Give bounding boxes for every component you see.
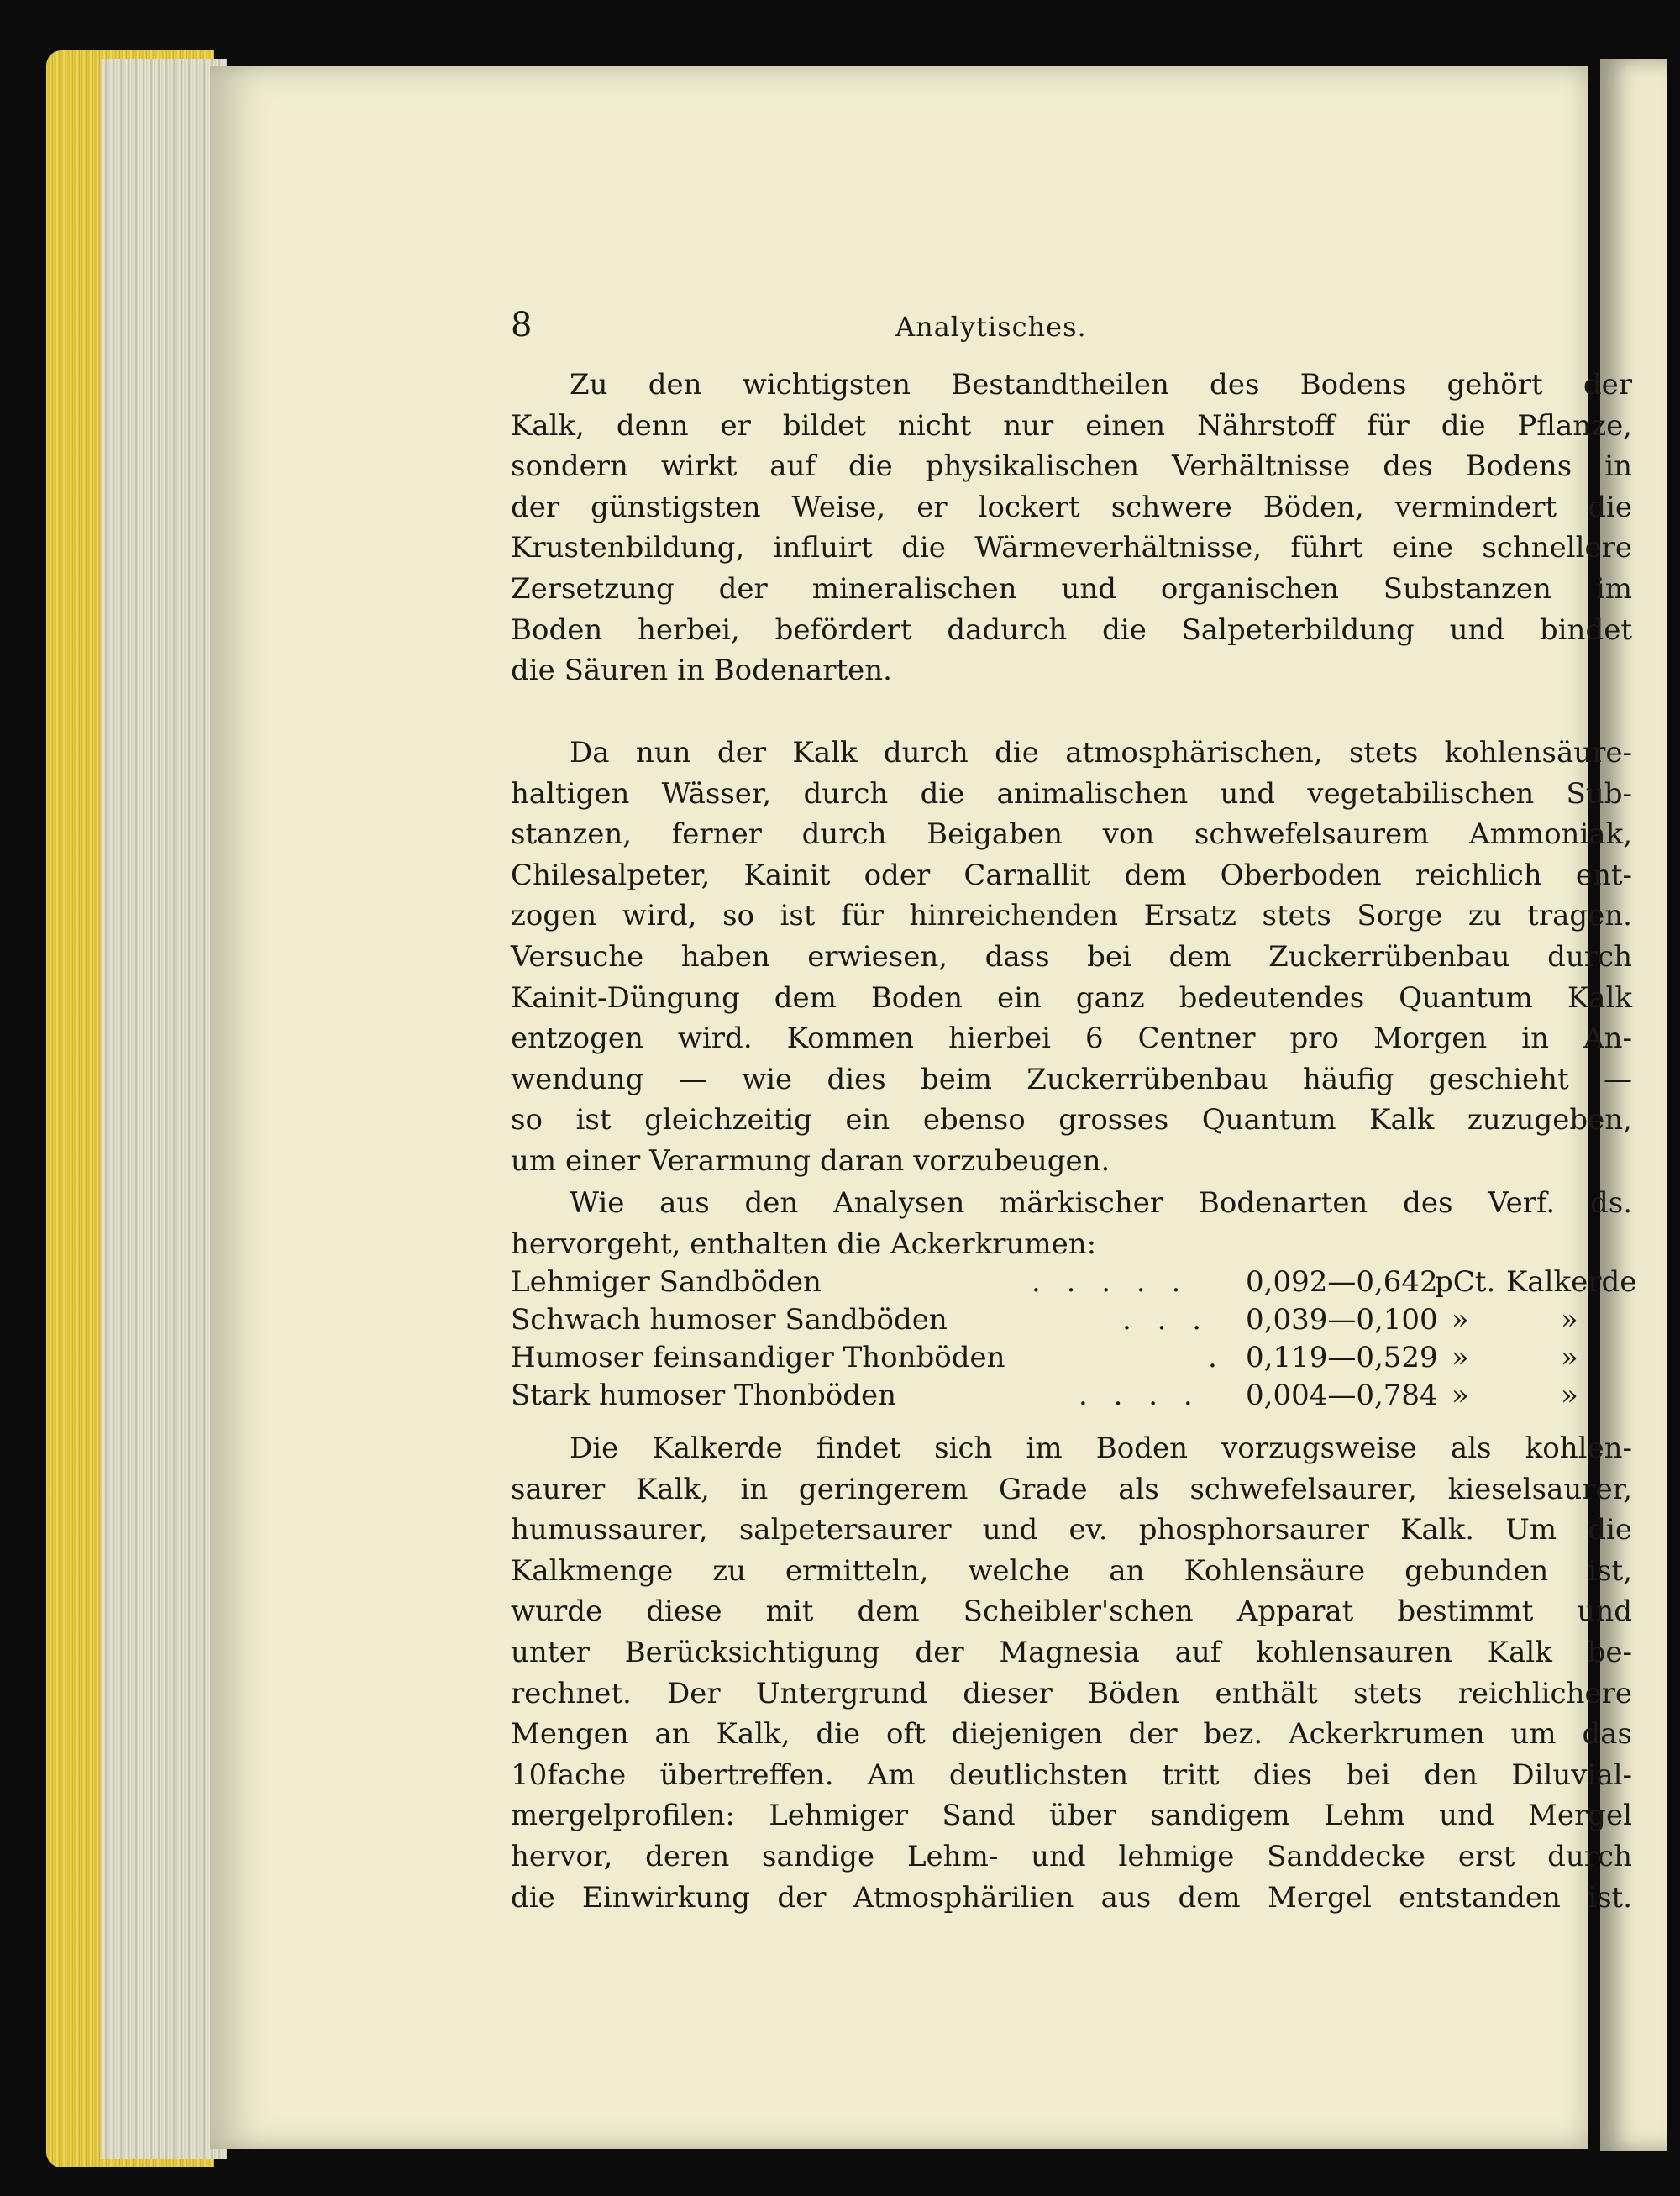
- soil-type: Humoser feinsandiger Thonböden: [511, 1341, 1005, 1374]
- text-line: Krustenbildung, influirt die Wärmeverhältnisse, führt eine schnellere: [511, 531, 1632, 565]
- book-page: [210, 66, 1637, 2149]
- paragraph-1: [511, 365, 1632, 691]
- substance: »: [1561, 1303, 1578, 1337]
- text-line: Chilesalpeter, Kainit oder Carnallit dem Oberboden reichlich ent-: [511, 858, 1632, 892]
- text-line: Da nun der Kalk durch die atmosphärischen, stets kohlensäure-: [570, 736, 1632, 770]
- leader-dots: . . . .: [1079, 1379, 1201, 1412]
- paragraph-3: [511, 1183, 1632, 1264]
- lime-range: 0,004—0,784: [1246, 1379, 1438, 1412]
- text-line: die Einwirkung der Atmosphärilien aus dem Mergel entstanden ist.: [511, 1880, 1632, 1915]
- running-head: Analytisches.: [895, 311, 1087, 343]
- lime-range: 0,119—0,529: [1246, 1341, 1438, 1374]
- unit: pCt.: [1435, 1265, 1496, 1299]
- table-row: [511, 1341, 1636, 1379]
- text-line: Kalk, denn er bildet nicht nur einen Nährstoff für die Pflanze,: [511, 408, 1632, 443]
- substance: »: [1561, 1379, 1578, 1412]
- text-line: Versuche haben erwiesen, dass bei dem Zuckerrübenbau durch: [511, 939, 1632, 974]
- lime-range: 0,092—0,642: [1246, 1265, 1438, 1299]
- text-line: hervorgeht, enthalten die Ackerkrumen:: [511, 1227, 1097, 1261]
- text-line: zogen wird, so ist für hinreichenden Ersatz stets Sorge zu tragen.: [511, 899, 1632, 933]
- text-line: haltigen Wässer, durch die animalischen und vegetabilischen Sub-: [511, 776, 1632, 811]
- text-line: Boden herbei, befördert dadurch die Salpeterbildung und bindet: [511, 612, 1632, 647]
- lime-content-table: [511, 1265, 1636, 1416]
- text-line: Wie aus den Analysen märkischer Bodenarten des Verf. ds.: [570, 1186, 1632, 1220]
- paragraph-4: [511, 1428, 1632, 1918]
- text-line: saurer Kalk, in geringerem Grade als schwefelsaurer, kieselsaurer,: [511, 1472, 1632, 1506]
- page-text-area: [210, 66, 1637, 2149]
- text-line: Die Kalkerde findet sich im Boden vorzugsweise als kohlen-: [570, 1432, 1632, 1465]
- unit: »: [1452, 1341, 1469, 1374]
- table-row: [511, 1303, 1636, 1341]
- text-line: stanzen, ferner durch Beigaben von schwefelsaurem Ammoniak,: [511, 817, 1632, 852]
- page-number: 8: [511, 306, 533, 344]
- text-line: Zu den wichtigsten Bestandtheilen des Bodens gehört der: [570, 368, 1632, 402]
- text-line: Kainit-Düngung dem Boden ein ganz bedeutendes Quantum Kalk: [511, 980, 1632, 1015]
- text-line: hervor, deren sandige Lehm- und lehmige Sanddecke erst durch: [511, 1839, 1632, 1873]
- text-line: wendung — wie dies beim Zuckerrübenbau häufig geschieht —: [511, 1062, 1632, 1096]
- text-line: mergelprofilen: Lehmiger Sand über sandigem Lehm und Mergel: [511, 1799, 1632, 1833]
- text-line: humussaurer, salpetersaurer und ev. phosphorsaurer Kalk. Um die: [511, 1513, 1632, 1547]
- text-line: um einer Verarmung daran vorzubeugen.: [511, 1143, 1110, 1178]
- page-edges-stack: [101, 59, 227, 2159]
- text-line: rechnet. Der Untergrund dieser Böden enthält stets reichlichere: [511, 1676, 1632, 1710]
- leader-dots: . . . . .: [1032, 1265, 1189, 1299]
- text-line: Zersetzung der mineralischen und organischen Substanzen im: [511, 571, 1632, 606]
- table-row: [511, 1379, 1636, 1416]
- text-line: 10fache übertreffen. Am deutlichsten tritt dies bei den Diluvial-: [511, 1757, 1632, 1792]
- text-line: Mengen an Kalk, die oft diejenigen der bez. Ackerkrumen um das: [511, 1717, 1632, 1752]
- text-line: so ist gleichzeitig ein ebenso grosses Quantum Kalk zuzugeben,: [511, 1103, 1632, 1137]
- page-header: [511, 306, 1267, 356]
- soil-type: Schwach humoser Sandböden: [511, 1303, 948, 1337]
- text-line: Kalkmenge zu ermitteln, welche an Kohlensäure gebunden ist,: [511, 1553, 1632, 1588]
- substance: Kalkerde: [1506, 1265, 1637, 1299]
- text-line: die Säuren in Bodenarten.: [511, 654, 892, 688]
- text-line: entzogen wird. Kommen hierbei 6 Centner pro Morgen in An-: [511, 1022, 1632, 1056]
- leader-dots: . . .: [1122, 1303, 1210, 1337]
- lime-range: 0,039—0,100: [1246, 1303, 1438, 1337]
- text-line: der günstigsten Weise, er lockert schwere Böden, vermindert die: [511, 490, 1632, 524]
- text-line: unter Berücksichtigung der Magnesia auf kohlensauren Kalk be-: [511, 1635, 1632, 1669]
- leader-dots: .: [1208, 1341, 1226, 1374]
- text-line: sondern wirkt auf die physikalischen Verhältnisse des Bodens in: [511, 449, 1632, 484]
- substance: »: [1561, 1341, 1578, 1374]
- table-row: [511, 1265, 1636, 1303]
- paragraph-2: [511, 733, 1632, 1182]
- unit: »: [1452, 1303, 1469, 1337]
- soil-type: Stark humoser Thonböden: [511, 1379, 896, 1412]
- soil-type: Lehmiger Sandböden: [511, 1265, 822, 1299]
- unit: »: [1452, 1379, 1469, 1412]
- text-line: wurde diese mit dem Scheibler'schen Apparat bestimmt und: [511, 1594, 1632, 1629]
